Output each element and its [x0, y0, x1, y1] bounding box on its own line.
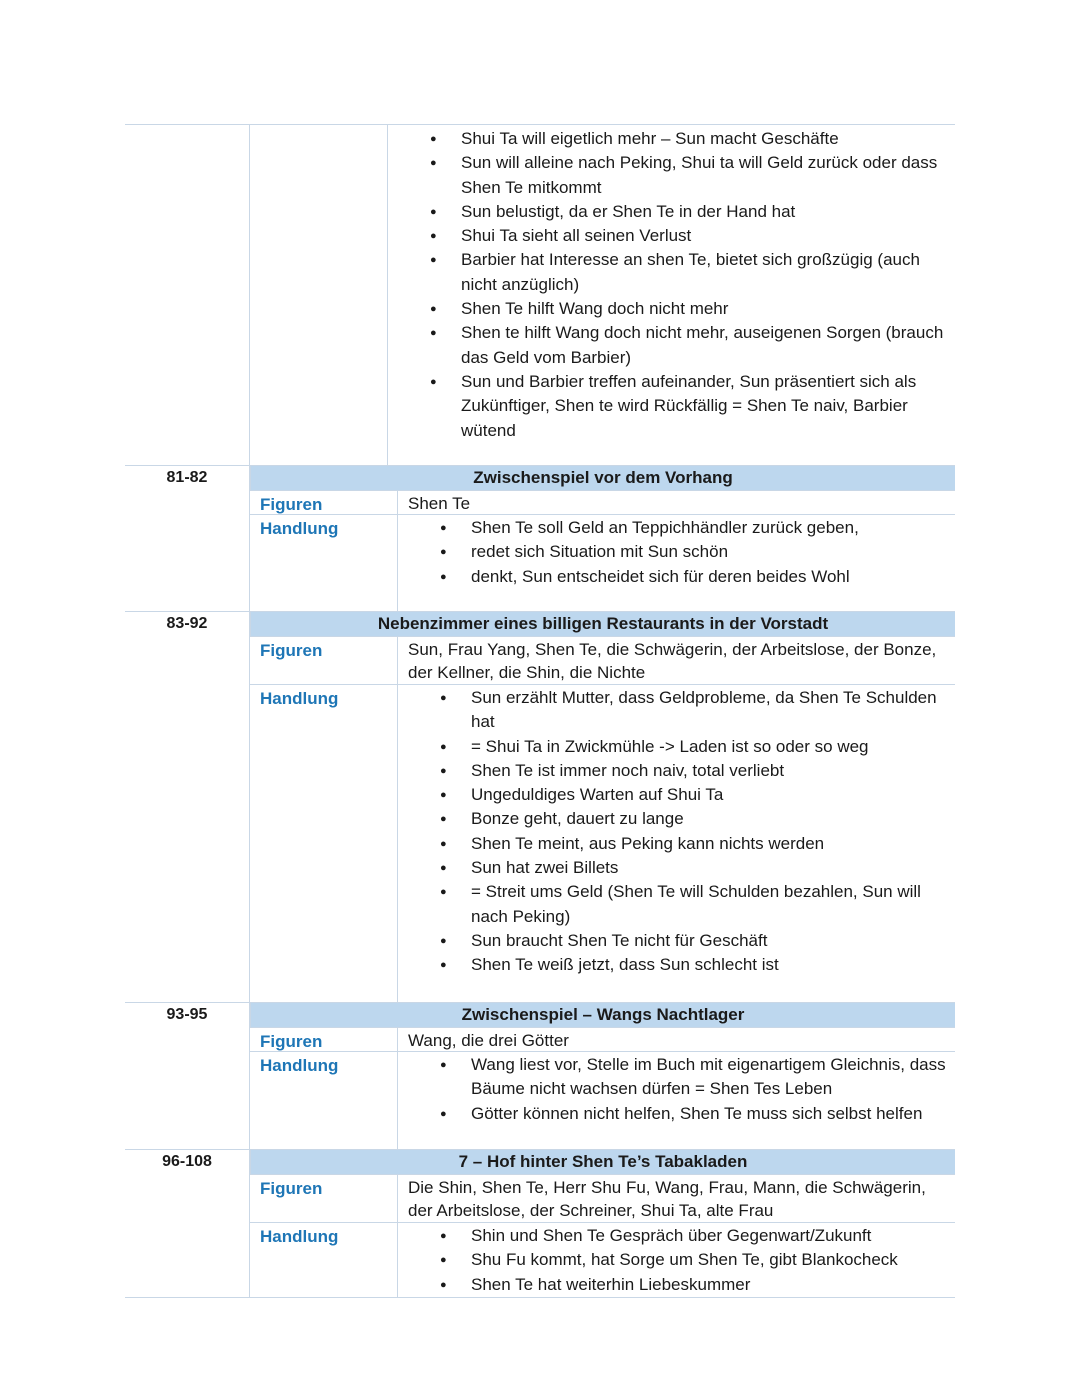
- section-header-row: [125, 1002, 955, 1027]
- handlung-row: [125, 684, 955, 1002]
- page-range: 96-108: [162, 1153, 212, 1170]
- pages-cell-empty: [125, 1051, 249, 1149]
- page-range: 93-95: [166, 1006, 208, 1023]
- scene-title: Nebenzimmer eines billigen Restaurants in der Vorstadt: [250, 612, 955, 636]
- pages-cell-empty: [125, 1027, 249, 1051]
- list-item: ● Shin und Shen Te Gespräch über Gegenwart/Zukunft: [398, 1224, 947, 1248]
- figuren-text: Sun, Frau Yang, Shen Te, die Schwägerin, der Arbeitslose, der Bonze, der Kellner, die Shin, die Nichte: [397, 636, 955, 684]
- handlung-row: [125, 1051, 955, 1149]
- handlung-cell: [397, 1051, 955, 1149]
- figuren-label: Figuren: [249, 490, 397, 514]
- figuren-text: Die Shin, Shen Te, Herr Shu Fu, Wang, Frau, Mann, die Schwägerin, der Arbeitslose, der Schreiner, Shui Ta, alte Frau: [397, 1174, 955, 1222]
- list-item: ● Shu Fu kommt, hat Sorge um Shen Te, gibt Blankocheck: [398, 1248, 947, 1272]
- scene-title: 7 – Hof hinter Shen Te’s Tabakladen: [250, 1150, 955, 1174]
- figuren-row: [125, 1027, 955, 1051]
- handlung-cell: [397, 514, 955, 611]
- list-item: ● Shui Ta sieht all seinen Verlust: [388, 224, 947, 248]
- list-item: ● Shui Ta will eigetlich mehr – Sun macht Geschäfte: [388, 127, 947, 151]
- pages-cell-empty: [125, 125, 249, 465]
- list-item: ● Ungeduldiges Warten auf Shui Ta: [398, 783, 947, 807]
- figuren-row: [125, 1174, 955, 1222]
- figuren-label: Figuren: [249, 1174, 397, 1222]
- list-item: ● Sun braucht Shen Te nicht für Geschäft: [398, 929, 947, 953]
- section-header-row: [125, 1149, 955, 1174]
- list-item: ● Shen Te soll Geld an Teppichhändler zurück geben,: [398, 516, 947, 540]
- section-header-row: [125, 611, 955, 636]
- handlung-label: Handlung: [249, 1222, 397, 1297]
- pages-cell-empty: [125, 1222, 249, 1297]
- list-item: ● denkt, Sun entscheidet sich für deren beides Wohl: [398, 565, 947, 589]
- pages-cell-empty: [125, 684, 249, 1002]
- list-item: ● Shen Te meint, aus Peking kann nichts werden: [398, 832, 947, 856]
- pages-cell-empty: [125, 514, 249, 611]
- list-item: ● Shen Te hat weiterhin Liebeskummer: [398, 1273, 947, 1297]
- list-item: ● = Streit ums Geld (Shen Te will Schulden bezahlen, Sun will nach Peking): [398, 880, 947, 929]
- list-item: ● redet sich Situation mit Sun schön: [398, 540, 947, 564]
- list-item: ● Shen Te weiß jetzt, dass Sun schlecht ist: [398, 953, 947, 977]
- handlung-row: [125, 514, 955, 611]
- pages-cell-empty: [125, 1174, 249, 1222]
- page-range: 83-92: [166, 615, 208, 632]
- scene-table: [125, 124, 955, 1298]
- handlung-cell: [397, 1222, 955, 1297]
- list-item: ● Sun und Barbier treffen aufeinander, Sun präsentiert sich als Zukünftiger, Shen te wird Rückfällig = Shen Te naiv, Barbier wütend: [388, 370, 947, 443]
- list-item: ● Wang liest vor, Stelle im Buch mit eigenartigem Gleichnis, dass Bäume nicht wachsen dürfen = Shen Tes Leben: [398, 1053, 947, 1102]
- handlung-cell: [397, 684, 955, 1002]
- pages-cell-empty: [125, 490, 249, 514]
- list-item: ● Bonze geht, dauert zu lange: [398, 807, 947, 831]
- figuren-row: [125, 490, 955, 514]
- handlung-label: Handlung: [249, 514, 397, 611]
- continuation-handlung-cell: [387, 125, 955, 465]
- figuren-text: Shen Te: [397, 490, 955, 514]
- page-range: 81-82: [166, 469, 208, 486]
- figuren-label: Figuren: [249, 636, 397, 684]
- scene-title: Zwischenspiel – Wangs Nachtlager: [250, 1003, 955, 1027]
- list-item: ● Shen Te ist immer noch naiv, total verliebt: [398, 759, 947, 783]
- list-item: ● Shen te hilft Wang doch nicht mehr, auseigenen Sorgen (brauch das Geld vom Barbier): [388, 321, 947, 370]
- handlung-row: [125, 1222, 955, 1298]
- list-item: ● Barbier hat Interesse an shen Te, bietet sich großzügig (auch nicht anzüglich): [388, 248, 947, 297]
- figuren-row: [125, 636, 955, 684]
- section-header-row: [125, 465, 955, 490]
- continuation-row: [125, 124, 955, 465]
- scene-title: Zwischenspiel vor dem Vorhang: [250, 466, 955, 490]
- list-item: ● Sun belustigt, da er Shen Te in der Hand hat: [388, 200, 947, 224]
- list-item: ● Götter können nicht helfen, Shen Te muss sich selbst helfen: [398, 1102, 947, 1126]
- figuren-label: Figuren: [249, 1027, 397, 1051]
- figuren-text: Wang, die drei Götter: [397, 1027, 955, 1051]
- list-item: ● Sun hat zwei Billets: [398, 856, 947, 880]
- pages-cell-empty: [125, 636, 249, 684]
- handlung-label: Handlung: [249, 684, 397, 1002]
- list-item: ● = Shui Ta in Zwickmühle -> Laden ist so oder so weg: [398, 735, 947, 759]
- list-item: ● Sun erzählt Mutter, dass Geldprobleme, da Shen Te Schulden hat: [398, 686, 947, 735]
- list-item: ● Sun will alleine nach Peking, Shui ta will Geld zurück oder dass Shen Te mitkommt: [388, 151, 947, 200]
- label-cell-empty: [249, 125, 387, 465]
- list-item: ● Shen Te hilft Wang doch nicht mehr: [388, 297, 947, 321]
- handlung-label: Handlung: [249, 1051, 397, 1149]
